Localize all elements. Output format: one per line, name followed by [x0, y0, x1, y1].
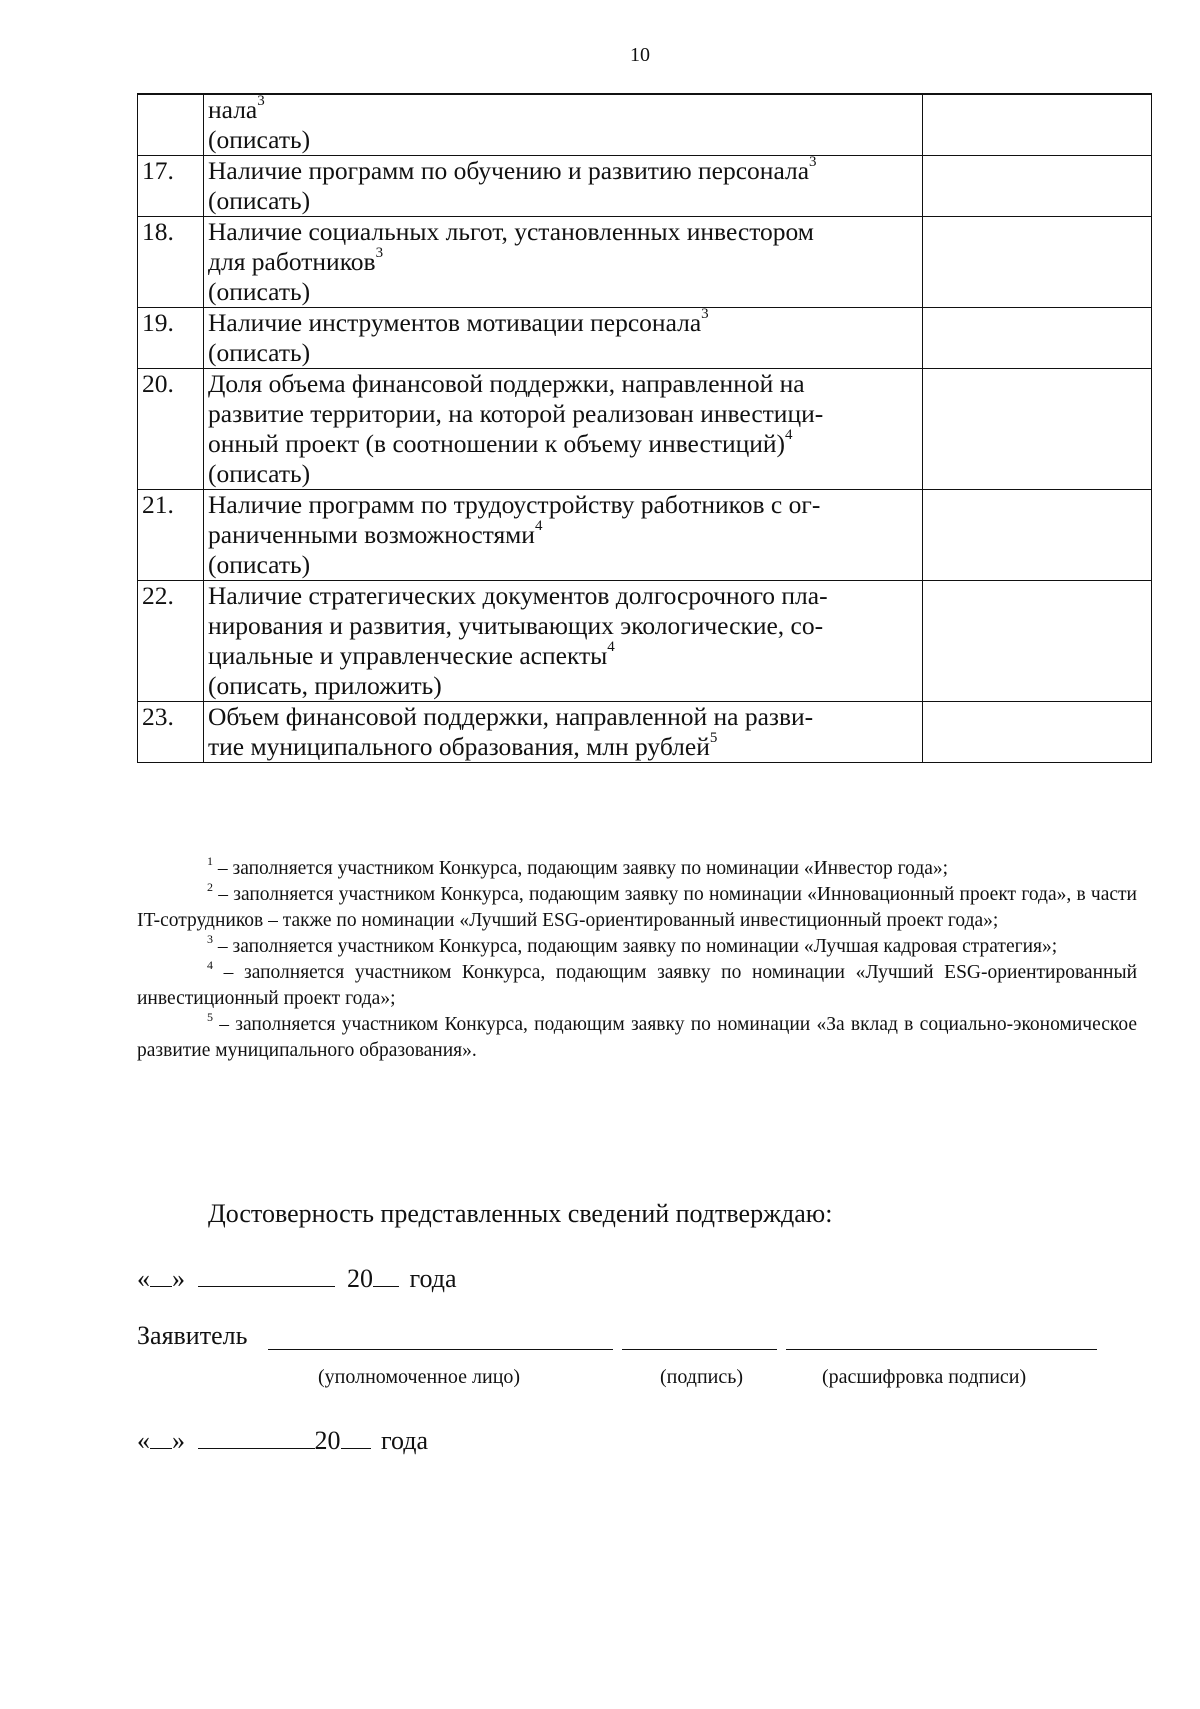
month-blank[interactable] [198, 1262, 335, 1287]
footnote-text: – заполняется участником Конкурса, подающим заявку по номинации «Лучшая кадровая стратегия»; [213, 936, 1058, 957]
criterion-line: нирования и развития, учитывающих экологические, со- [208, 611, 824, 640]
criterion-text [204, 217, 923, 308]
quote-open: « [137, 1426, 150, 1455]
footnote-ref: 3 [809, 154, 817, 170]
footnote-text: – заполняется участником Конкурса, подающим заявку по номинации «Инновационный проект года», в части IT-сотрудников – также по номинации «Лучший ESG-ориентированный инвестиционный проект года»; [137, 884, 1137, 931]
criterion-line: Наличие стратегических документов долгосрочного пла- [208, 581, 828, 610]
value-cell[interactable] [923, 581, 1152, 702]
footnote-ref: 3 [257, 93, 265, 109]
footnote-mark: 1 [207, 854, 213, 868]
row-number: 22. [138, 581, 204, 702]
criterion-line: Наличие инструментов мотивации персонала [208, 308, 702, 337]
footnote-text: – заполняется участником Конкурса, подающим заявку по номинации «За вклад в социально-экономическое развитие муниципального образования». [137, 1014, 1137, 1061]
value-cell[interactable] [923, 94, 1152, 156]
criterion-line: онный проект (в соотношении к объему инвестиций) [208, 429, 786, 458]
footnote-text: – заполняется участником Конкурса, подающим заявку по номинации «Инвестор года»; [213, 858, 949, 879]
authorized-person-caption: (уполномоченное лицо) [318, 1366, 521, 1388]
row-number: 18. [138, 217, 204, 308]
year-prefix: 20 [314, 1426, 341, 1455]
criterion-line: (описать) [208, 186, 311, 215]
footnote-ref: 4 [607, 639, 615, 655]
value-cell[interactable] [923, 217, 1152, 308]
row-number: 17. [138, 156, 204, 217]
year-word: года [381, 1426, 429, 1455]
footnote-mark: 2 [207, 880, 213, 894]
table-row [138, 581, 1152, 702]
row-number: 21. [138, 490, 204, 581]
value-cell[interactable] [923, 490, 1152, 581]
date-line-2[interactable] [137, 1424, 428, 1456]
day-blank[interactable] [150, 1262, 172, 1287]
criterion-line: (описать, приложить) [208, 671, 442, 700]
criterion-line: для работников [208, 247, 376, 276]
value-cell[interactable] [923, 156, 1152, 217]
signature-decoding-line[interactable] [786, 1349, 1097, 1350]
footnote [137, 960, 1137, 1012]
table-row [138, 94, 1152, 156]
table-row [138, 490, 1152, 581]
value-cell[interactable] [923, 369, 1152, 490]
table-row [138, 156, 1152, 217]
criterion-line: Объем финансовой поддержки, направленной на разви- [208, 702, 814, 731]
table-row [138, 217, 1152, 308]
table-row [138, 702, 1152, 763]
criterion-line: (описать) [208, 277, 311, 306]
criterion-line: раниченными возможностями [208, 520, 535, 549]
footnote-ref: 3 [701, 306, 709, 322]
date-line-1[interactable] [137, 1262, 457, 1294]
month-blank[interactable] [198, 1424, 315, 1449]
footnote-mark: 4 [207, 958, 213, 972]
table-row [138, 369, 1152, 490]
value-cell[interactable] [923, 702, 1152, 763]
signature-decoding-caption: (расшифровка подписи) [822, 1366, 1027, 1388]
quote-close: » [172, 1426, 185, 1455]
footnote-text: – заполняется участником Конкурса, подающим заявку по номинации «Лучший ESG-ориентированный инвестиционный проект года»; [137, 962, 1137, 1009]
criterion-line: (описать) [208, 125, 311, 154]
footnote [137, 1012, 1137, 1064]
criterion-line: (описать) [208, 338, 311, 367]
criterion-text [204, 490, 923, 581]
row-number: 23. [138, 702, 204, 763]
footnote [137, 856, 1137, 882]
criterion-text [204, 94, 923, 156]
footnote-ref: 4 [785, 427, 793, 443]
quote-open: « [137, 1264, 150, 1293]
year-prefix: 20 [347, 1264, 373, 1293]
criterion-line: (описать) [208, 459, 311, 488]
footnote-ref: 5 [709, 730, 718, 746]
criterion-text [204, 308, 923, 369]
criterion-text [204, 702, 923, 763]
year-blank[interactable] [341, 1424, 371, 1449]
table-row [138, 308, 1152, 369]
criterion-text [204, 156, 923, 217]
criterion-line: развитие территории, на которой реализован инвестици- [208, 399, 824, 428]
page-number: 10 [630, 44, 650, 66]
criterion-text [204, 581, 923, 702]
footnotes [137, 856, 1137, 1064]
footnote-ref: 4 [534, 518, 543, 534]
criterion-line: (описать) [208, 550, 311, 579]
row-number: 20. [138, 369, 204, 490]
criterion-text [204, 369, 923, 490]
footnote-ref: 3 [375, 245, 384, 261]
signature-line[interactable] [622, 1349, 777, 1350]
row-number: 19. [138, 308, 204, 369]
year-word: года [409, 1264, 457, 1293]
criterion-line: тие муниципального образования, млн рублей [208, 732, 710, 761]
value-cell[interactable] [923, 308, 1152, 369]
footnote-mark: 5 [207, 1010, 213, 1024]
quote-close: » [172, 1264, 185, 1293]
footnote [137, 934, 1137, 960]
criterion-line: Наличие программ по обучению и развитию персонала [208, 156, 810, 185]
criterion-line: Доля объема финансовой поддержки, направленной на [208, 369, 805, 398]
applicant-label: Заявитель [137, 1321, 248, 1350]
criterion-line: Наличие социальных льгот, установленных инвестором [208, 217, 814, 246]
criterion-line: Наличие программ по трудоустройству работников с ог- [208, 490, 821, 519]
year-blank[interactable] [373, 1262, 399, 1287]
confirmation-text: Достоверность представленных сведений подтверждаю: [208, 1199, 833, 1228]
footnote-mark: 3 [207, 932, 213, 946]
authorized-person-line[interactable] [268, 1349, 613, 1350]
criterion-line: нала [208, 95, 258, 124]
signature-caption: (подпись) [660, 1366, 744, 1388]
criterion-line: циальные и управленческие аспекты [208, 641, 608, 670]
footnote [137, 882, 1137, 934]
row-number [138, 94, 204, 156]
day-blank[interactable] [150, 1424, 172, 1449]
criteria-table [137, 93, 1152, 763]
